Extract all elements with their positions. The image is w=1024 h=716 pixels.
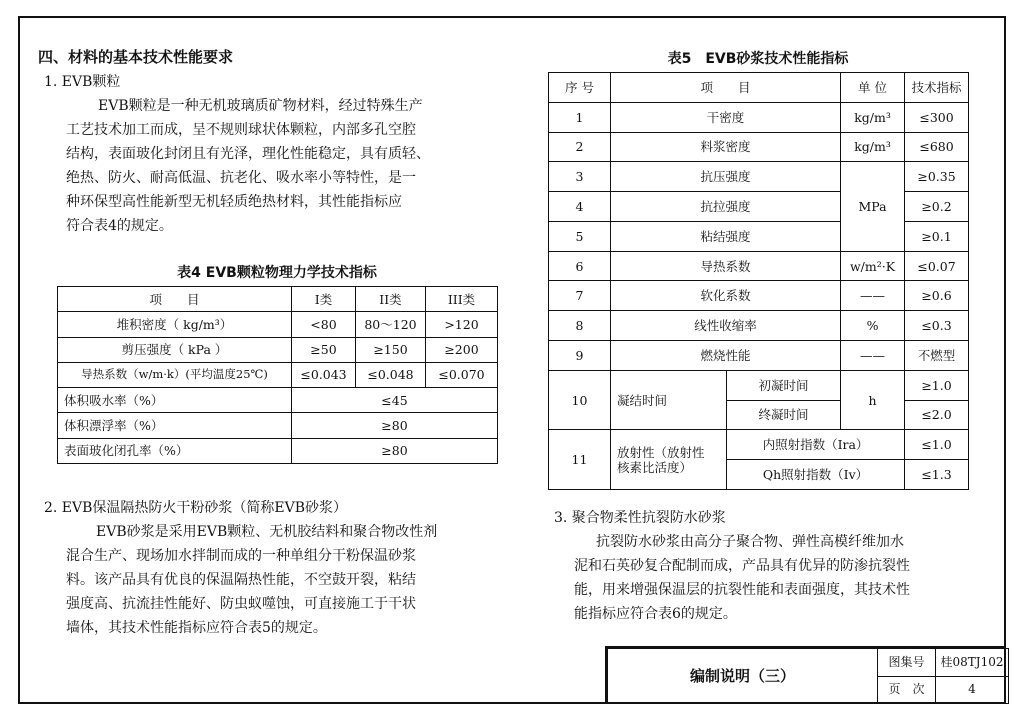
table-row — [549, 251, 969, 281]
table-cell: 11 — [549, 430, 611, 490]
para-line: 工艺技术加工而成，呈不规则球状体颗粒，内部多孔空腔 — [66, 122, 416, 138]
table-row — [549, 132, 969, 162]
table-cell: 燃烧性能 — [611, 341, 841, 371]
table-cell: 软化系数 — [611, 281, 841, 311]
table-cell: 1 — [549, 102, 611, 132]
table-cell: ≥0.6 — [905, 281, 969, 311]
title-block-table — [607, 648, 1009, 704]
table-cell: ≥50 — [292, 337, 356, 362]
table-cell: 体积漂浮率（%） — [58, 413, 292, 438]
table-cell — [611, 430, 727, 490]
para-line: 抗裂防水砂浆由高分子聚合物、弹性高模纤维加水 — [596, 534, 904, 550]
table4-caption: 表4 EVB颗粒物理力学技术指标 — [177, 265, 377, 281]
table-cell: 体积吸水率（%） — [58, 388, 292, 413]
table-cell: 料浆密度 — [611, 132, 841, 162]
table-cell: ≥0.35 — [905, 162, 969, 192]
section-heading: 四、材料的基本技术性能要求 — [38, 48, 234, 66]
item1-title: 1. EVB颗粒 — [44, 74, 121, 90]
table-row — [58, 337, 498, 362]
item2-title: 2. EVB保温隔热防火干粉砂浆（简称EVB砂浆） — [44, 500, 348, 516]
table-cell: 内照射指数（Ira） — [727, 430, 905, 460]
table-cell: 10 — [549, 370, 611, 430]
table-header-row — [549, 73, 969, 103]
table-row — [549, 341, 969, 371]
header-cell: 技术指标 — [905, 73, 969, 103]
cell-line: 核素比活度） — [617, 459, 693, 475]
header-cell: II类 — [356, 287, 426, 312]
header-cell: I类 — [292, 287, 356, 312]
header-cell: 序 号 — [549, 73, 611, 103]
table-cell: ≥0.1 — [905, 221, 969, 251]
table-row — [58, 438, 498, 463]
table-cell: 7 — [549, 281, 611, 311]
table-cell: kg/m³ — [841, 132, 905, 162]
table-cell: ≤680 — [905, 132, 969, 162]
header-cell: 项 目 — [58, 287, 292, 312]
table-cell: h — [841, 370, 905, 430]
table-cell: 导热系数（w/m·k）(平均温度25℃) — [58, 362, 292, 387]
table-cell: 9 — [549, 341, 611, 371]
table-cell: 抗拉强度 — [611, 192, 841, 222]
table-row — [549, 162, 969, 192]
para-line: 能，用来增强保温层的抗裂性能和表面强度，其技术性 — [574, 582, 910, 598]
table-row — [549, 430, 969, 460]
table-cell: 6 — [549, 251, 611, 281]
para-line: 泥和石英砂复合配制而成，产品具有优异的防渗抗裂性 — [574, 558, 910, 574]
drawing-title: 编制说明（三） — [608, 649, 878, 704]
para-line: 混合生产、现场加水拌制而成的一种单组分干粉保温砂浆 — [66, 548, 416, 564]
para-line: 能指标应符合表6的规定。 — [574, 606, 737, 622]
table5-caption: 表5 EVB砂浆技术性能指标 — [667, 51, 849, 67]
table-cell: 剪压强度（ kPa ） — [58, 337, 292, 362]
table-cell: 线性收缩率 — [611, 311, 841, 341]
table-cell: 4 — [549, 192, 611, 222]
table-cell: ≥150 — [356, 337, 426, 362]
page-label: 页 次 — [878, 676, 936, 704]
table-cell: ≤45 — [292, 388, 498, 413]
table-cell: 堆积密度（ kg/m³） — [58, 312, 292, 337]
table-cell: 2 — [549, 132, 611, 162]
title-block — [605, 646, 1006, 704]
atlas-label: 图集号 — [878, 649, 936, 677]
item3-title: 3. 聚合物柔性抗裂防水砂浆 — [554, 510, 726, 526]
table-row — [549, 221, 969, 251]
table-cell: 表面玻化闭孔率（%） — [58, 438, 292, 463]
table-cell: <80 — [292, 312, 356, 337]
table4 — [57, 286, 498, 464]
table-cell: ≤2.0 — [905, 400, 969, 430]
header-cell: 单 位 — [841, 73, 905, 103]
table-header-row — [58, 287, 498, 312]
page-number: 4 — [936, 676, 1009, 704]
para-line: EVB颗粒是一种无机玻璃质矿物材料，经过特殊生产 — [98, 98, 423, 114]
table-cell: 不燃型 — [905, 341, 969, 371]
table-row — [58, 362, 498, 387]
para-line: 结构，表面玻化封闭且有光泽，理化性能稳定，具有质轻、 — [66, 146, 430, 162]
table-row — [549, 192, 969, 222]
table-cell: ≤0.070 — [426, 362, 498, 387]
table-cell: 抗压强度 — [611, 162, 841, 192]
table-cell: ≥200 — [426, 337, 498, 362]
para-line: 绝热、防火、耐高低温、抗老化、吸水率小等特性，是一 — [66, 170, 416, 186]
table-cell: ≤1.0 — [905, 430, 969, 460]
table-row — [58, 413, 498, 438]
table-cell: 终凝时间 — [727, 400, 841, 430]
table-cell: MPa — [841, 162, 905, 251]
table-cell: —— — [841, 281, 905, 311]
para-line: EVB砂浆是采用EVB颗粒、无机胶结料和聚合物改性剂 — [96, 524, 438, 540]
table-cell: w/m²·K — [841, 251, 905, 281]
cell-line: 放射性（放射性 — [617, 444, 705, 460]
table-cell: ≤0.048 — [356, 362, 426, 387]
table-cell: ≤0.07 — [905, 251, 969, 281]
table-row — [58, 312, 498, 337]
item2-paragraph — [66, 520, 496, 640]
table-cell: 干密度 — [611, 102, 841, 132]
header-cell: 项 目 — [611, 73, 841, 103]
table-cell: % — [841, 311, 905, 341]
table-cell: 凝结时间 — [611, 370, 727, 430]
table5 — [548, 72, 969, 490]
table-cell: 80～120 — [356, 312, 426, 337]
table-row — [549, 102, 969, 132]
table-cell: 5 — [549, 221, 611, 251]
header-cell: III类 — [426, 287, 498, 312]
item3-paragraph — [574, 530, 984, 626]
para-line: 强度高、抗流挂性能好、防虫蚁噬蚀，可直接施工于干状 — [66, 596, 416, 612]
table-cell: 8 — [549, 311, 611, 341]
table-cell: ≤0.3 — [905, 311, 969, 341]
table-cell: 导热系数 — [611, 251, 841, 281]
para-line: 种环保型高性能新型无机轻质绝热材料，其性能指标应 — [66, 194, 402, 210]
table-row — [549, 311, 969, 341]
para-line: 料。该产品具有优良的保温隔热性能，不空鼓开裂，粘结 — [66, 572, 416, 588]
table-cell: ≤1.3 — [905, 460, 969, 490]
table-cell: ≥80 — [292, 438, 498, 463]
table-cell: kg/m³ — [841, 102, 905, 132]
table-row — [549, 281, 969, 311]
table-cell: >120 — [426, 312, 498, 337]
atlas-number: 桂08TJ102 — [936, 649, 1009, 677]
table-cell: —— — [841, 341, 905, 371]
para-line: 符合表4的规定。 — [66, 218, 173, 234]
item1-paragraph — [66, 94, 486, 238]
table-cell: Qh照射指数（Iv） — [727, 460, 905, 490]
table-cell: ≥0.2 — [905, 192, 969, 222]
table-cell: ≥80 — [292, 413, 498, 438]
table-row — [549, 370, 969, 400]
table-cell: ≥1.0 — [905, 370, 969, 400]
table-row — [58, 388, 498, 413]
table-cell: 3 — [549, 162, 611, 192]
table-cell: ≤0.043 — [292, 362, 356, 387]
table-cell: 初凝时间 — [727, 370, 841, 400]
para-line: 墙体，其技术性能指标应符合表5的规定。 — [66, 620, 327, 636]
table-cell: ≤300 — [905, 102, 969, 132]
table-cell: 粘结强度 — [611, 221, 841, 251]
